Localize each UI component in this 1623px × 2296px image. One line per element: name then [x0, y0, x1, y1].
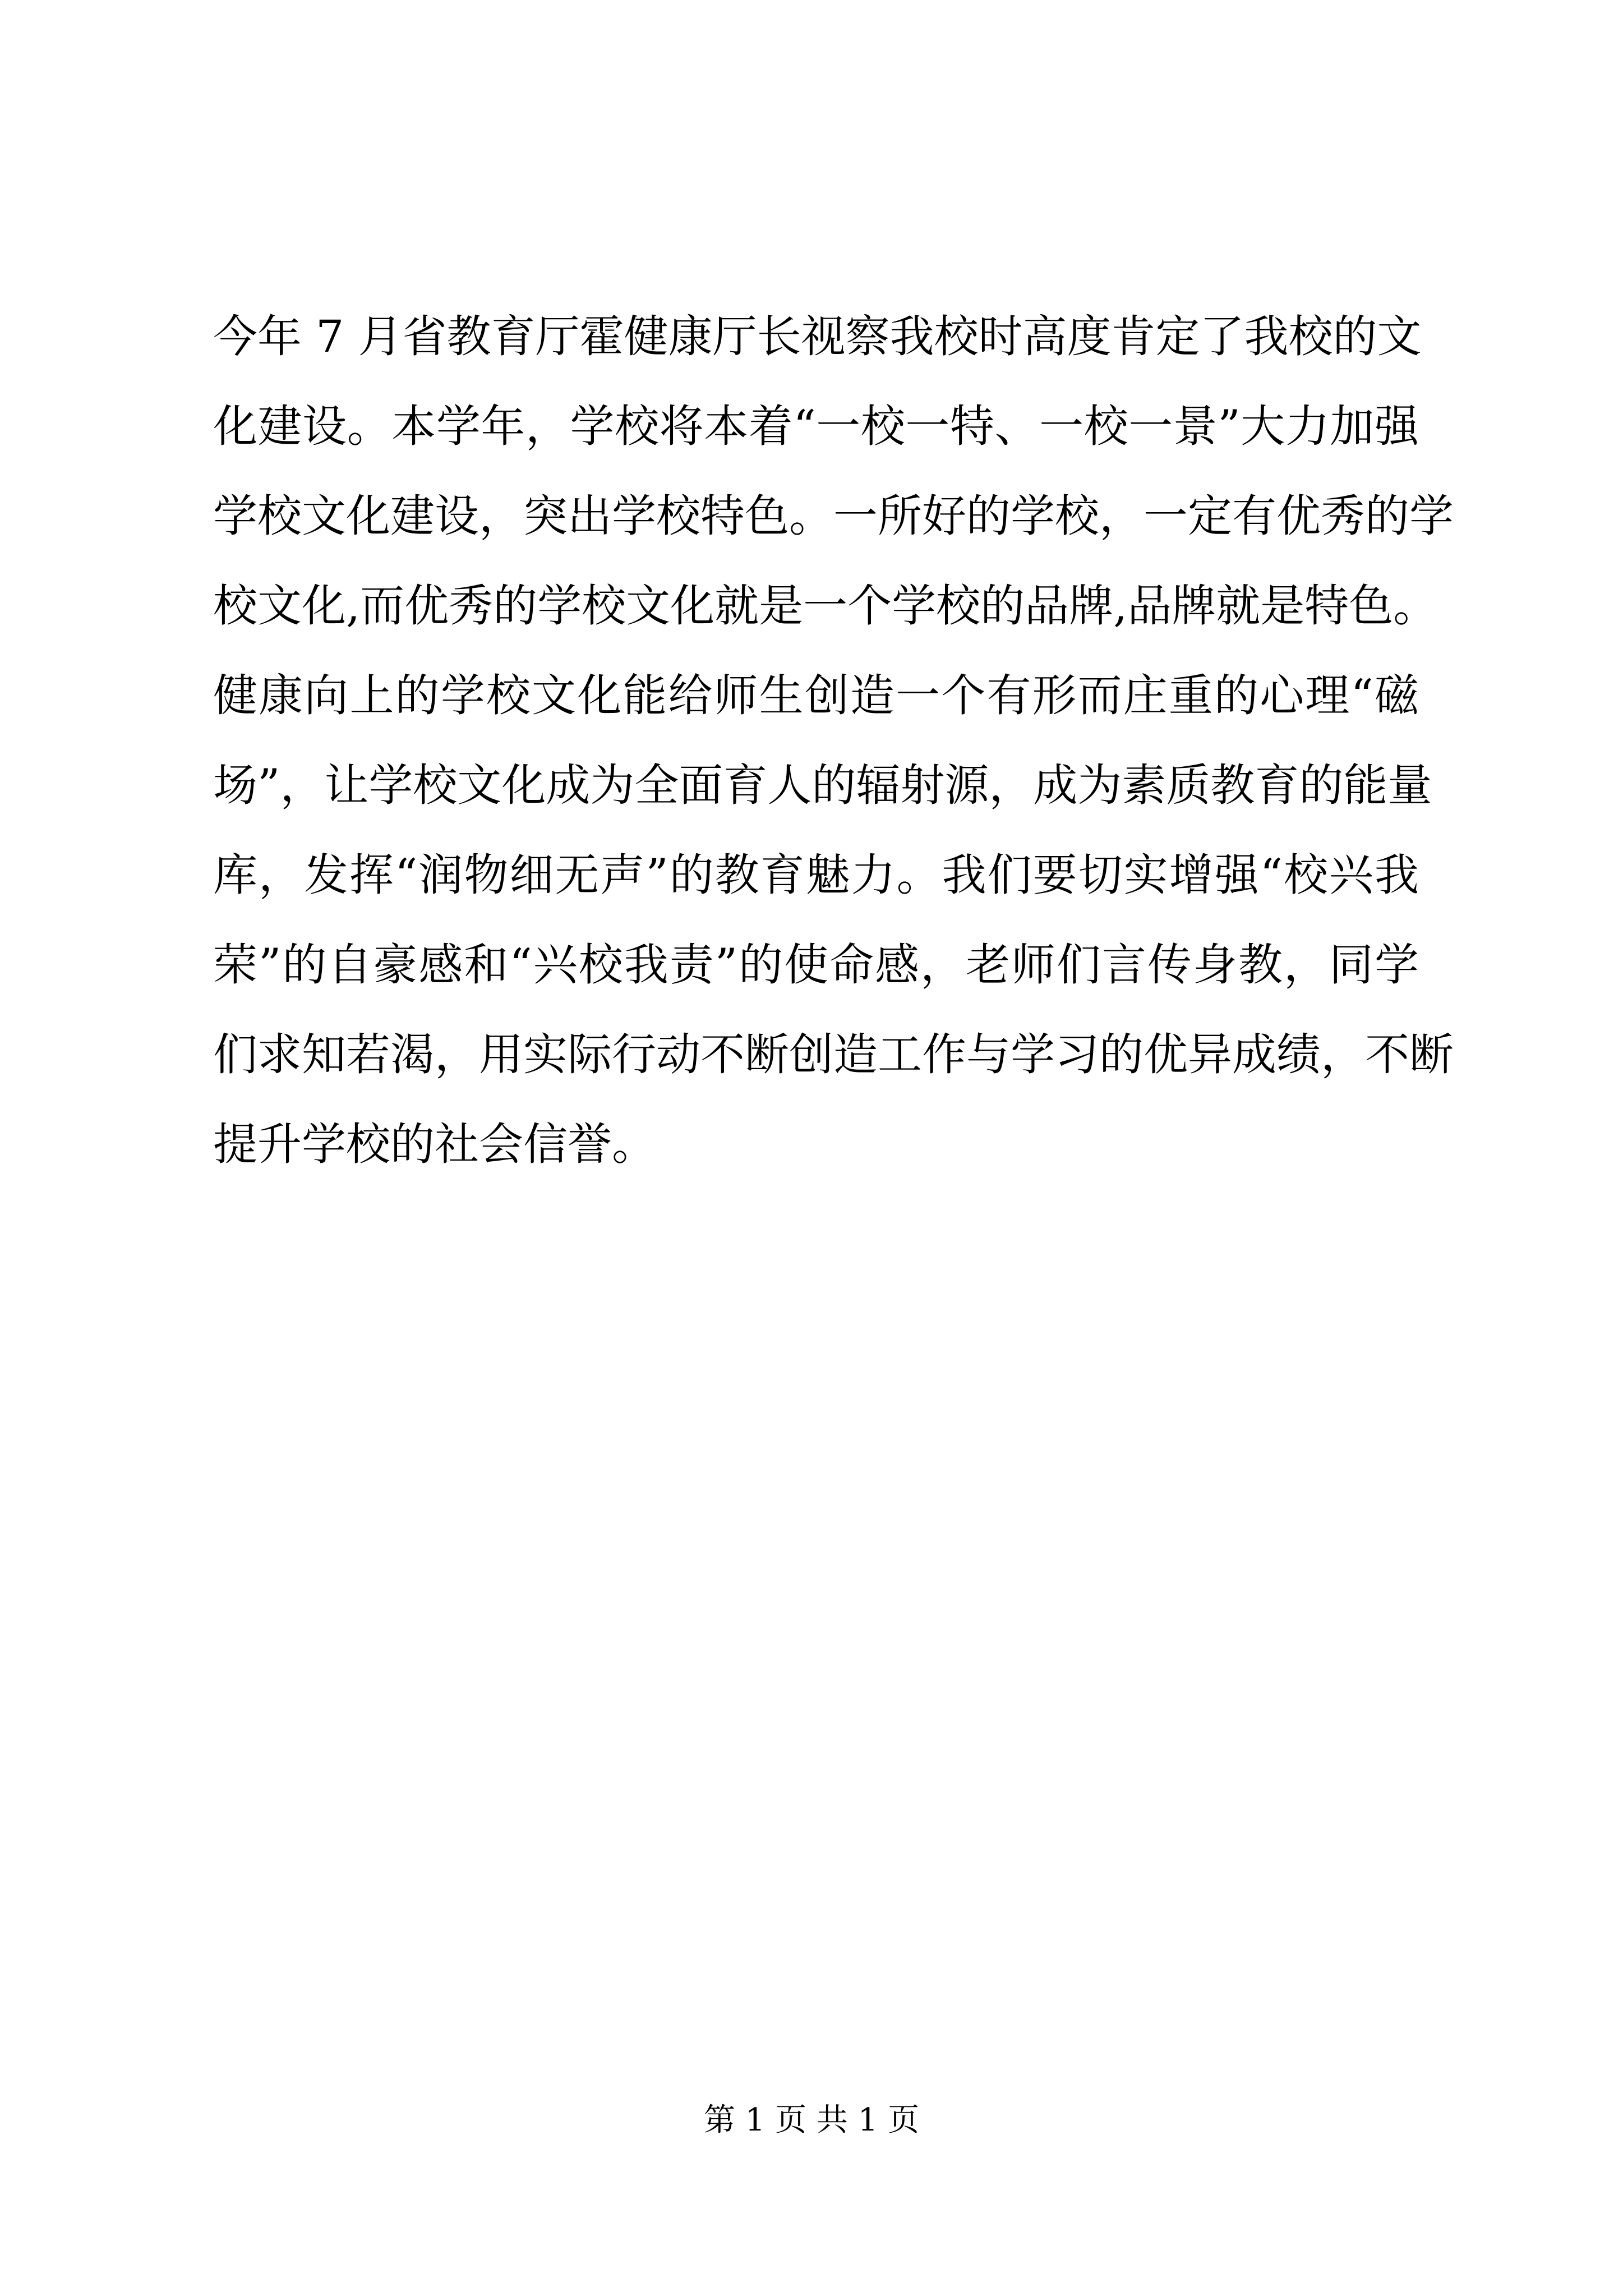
- paragraph-line: 们求知若渴，用实际行动不断创造工作与学习的优异成绩，不断: [213, 1029, 1454, 1080]
- paragraph-line: 校文化,而优秀的学校文化就是一个学校的品牌,品牌就是特色。: [213, 580, 1438, 632]
- paragraph-line: 库，发挥“润物细无声”的教育魅力。我们要切实增强“校兴我: [213, 849, 1419, 901]
- paragraph-line: 学校文化建设，突出学校特色。一所好的学校，一定有优秀的学: [213, 490, 1454, 542]
- paragraph-line: 荣”的自豪感和“兴校我责”的使命感，老师们言传身教，同学: [213, 939, 1419, 991]
- body-paragraph: [213, 292, 1454, 1189]
- paragraph-line: 化建设。本学年，学校将本着“一校一特、一校一景”大力加强: [213, 401, 1419, 452]
- paragraph-line: 提升学校的社会信誉。: [213, 1119, 656, 1170]
- paragraph-line: 场”，让学校文化成为全面育人的辐射源，成为素质教育的能量: [213, 760, 1432, 811]
- paragraph-line: 今年 7 月省教育厅霍健康厅长视察我校时高度肯定了我校的文: [213, 311, 1422, 362]
- paragraph-line: 健康向上的学校文化能给师生创造一个有形而庄重的心理“磁: [213, 670, 1419, 721]
- page-number-footer: 第 1 页 共 1 页: [703, 2102, 920, 2138]
